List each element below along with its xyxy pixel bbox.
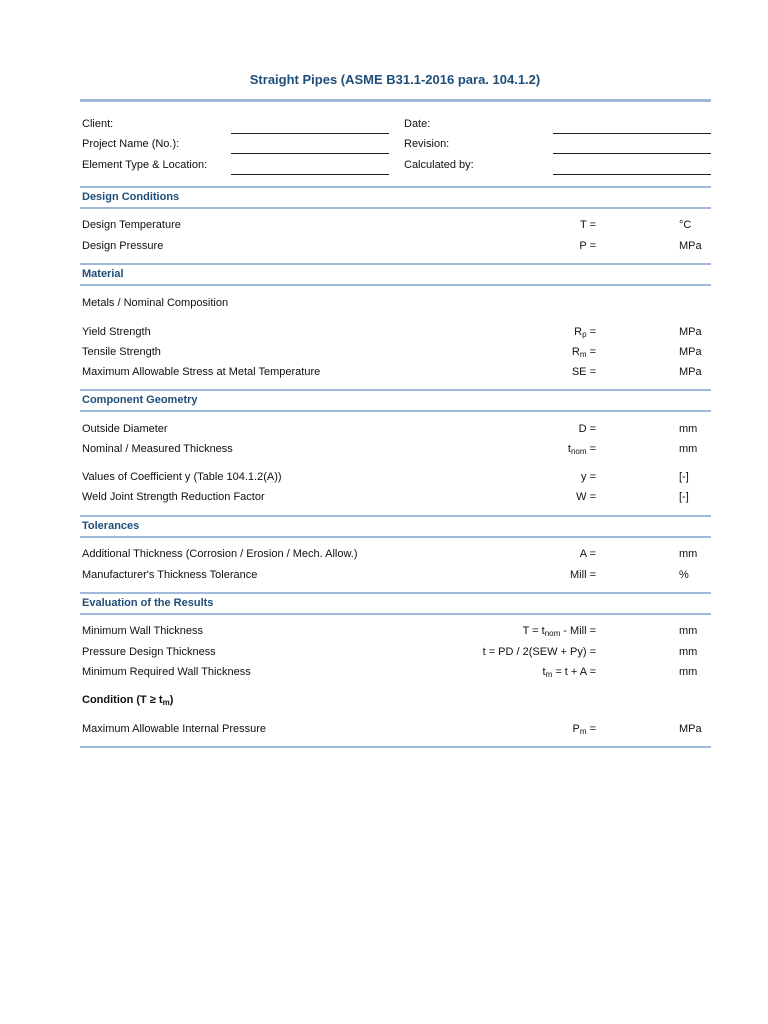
section-divider <box>80 410 711 412</box>
row-label: Design Pressure <box>82 240 164 252</box>
symbol-tail: - Mill = <box>560 625 596 637</box>
row-symbol <box>572 345 596 359</box>
row-unit: MPa <box>679 240 702 252</box>
row-symbol <box>568 442 596 456</box>
nominal-thickness-row <box>82 442 710 456</box>
row-unit: % <box>679 569 689 581</box>
condition-subscript: m <box>162 698 170 707</box>
date-field[interactable] <box>553 133 711 134</box>
row-unit: mm <box>679 646 698 658</box>
section-divider <box>80 186 711 188</box>
additional-thickness-row <box>82 547 710 561</box>
row-symbol: y = <box>581 471 596 483</box>
document-title: Straight Pipes (ASME B31.1-2016 para. 104.1.2) <box>249 72 541 87</box>
bottom-divider <box>80 746 711 748</box>
row-unit: MPa <box>679 346 702 358</box>
minimum-required-thickness-row <box>82 665 710 679</box>
row-label: Weld Joint Strength Reduction Factor <box>82 491 265 503</box>
row-label: Values of Coefficient y (Table 104.1.2(A)) <box>82 471 282 483</box>
section-divider <box>80 515 711 517</box>
symbol-main: R <box>571 346 580 358</box>
row-symbol: D = <box>578 423 596 435</box>
title-divider <box>80 99 711 102</box>
row-unit: MPa <box>679 326 702 338</box>
section-divider <box>80 207 711 209</box>
symbol-tail: = t + A = <box>552 666 596 678</box>
row-unit: [-] <box>679 471 689 483</box>
project-row <box>82 137 710 151</box>
row-symbol: P = <box>579 240 596 252</box>
calculated-by-field[interactable] <box>553 174 711 175</box>
symbol-main: R <box>574 326 583 338</box>
condition-tail: ) <box>169 694 174 706</box>
row-symbol <box>573 722 597 736</box>
section-divider <box>80 592 711 594</box>
symbol-subscript: m <box>579 727 587 736</box>
section-divider <box>80 284 711 286</box>
row-label: Nominal / Measured Thickness <box>82 443 233 455</box>
row-symbol: SE = <box>571 366 596 378</box>
element-field[interactable] <box>231 174 389 175</box>
pressure-design-thickness-row <box>82 645 710 659</box>
condition-row <box>82 693 710 707</box>
design-pressure-row <box>82 239 710 253</box>
row-unit: MPa <box>679 723 702 735</box>
date-label: Date: <box>404 118 431 130</box>
row-label: Metals / Nominal Composition <box>82 297 229 309</box>
symbol-main: t <box>542 666 546 678</box>
symbol-subscript: m <box>579 350 587 359</box>
row-unit: mm <box>679 625 698 637</box>
row-label: Outside Diameter <box>82 423 168 435</box>
symbol-tail: = <box>586 326 596 338</box>
row-label: Tensile Strength <box>82 346 161 358</box>
section-divider <box>80 536 711 538</box>
row-symbol: W = <box>576 491 596 503</box>
row-label: Additional Thickness (Corrosion / Erosion / Mech. Allow.) <box>82 548 358 560</box>
symbol-tail: = <box>586 346 596 358</box>
element-row <box>82 158 710 172</box>
symbol-tail: = <box>586 443 596 455</box>
row-label: Minimum Wall Thickness <box>82 625 204 637</box>
section-evaluation-results: Evaluation of the Results <box>82 597 214 609</box>
revision-label: Revision: <box>404 138 450 150</box>
row-label: Minimum Required Wall Thickness <box>82 666 251 678</box>
tensile-strength-row <box>82 345 710 359</box>
row-unit: mm <box>679 423 698 435</box>
row-label: Pressure Design Thickness <box>82 646 216 658</box>
row-symbol <box>574 325 596 339</box>
symbol-main: T = t <box>522 625 545 637</box>
symbol-subscript: nom <box>544 629 561 638</box>
client-label: Client: <box>82 118 114 130</box>
symbol-main: t <box>567 443 571 455</box>
calculated-by-label: Calculated by: <box>404 159 474 171</box>
section-divider <box>80 613 711 615</box>
element-label: Element Type & Location: <box>82 159 208 171</box>
mill-tolerance-row <box>82 568 710 582</box>
symbol-subscript: nom <box>570 447 587 456</box>
section-component-geometry: Component Geometry <box>82 394 198 406</box>
section-design-conditions: Design Conditions <box>82 191 180 203</box>
allowable-stress-row <box>82 365 710 379</box>
metals-row <box>82 296 710 310</box>
row-symbol <box>543 665 596 679</box>
yield-strength-row <box>82 325 710 339</box>
client-row <box>82 117 710 131</box>
row-unit: mm <box>679 666 698 678</box>
row-label: Design Temperature <box>82 219 181 231</box>
row-unit: °C <box>679 219 692 231</box>
max-allowable-pressure-row <box>82 722 710 736</box>
design-temperature-row <box>82 218 710 232</box>
symbol-main: P <box>572 723 580 735</box>
row-symbol: T = <box>579 219 596 231</box>
row-label: Maximum Allowable Internal Pressure <box>82 723 267 735</box>
coefficient-y-row <box>82 470 710 484</box>
weld-joint-row <box>82 490 710 504</box>
project-field[interactable] <box>231 153 389 154</box>
section-divider <box>80 263 711 265</box>
project-label: Project Name (No.): <box>82 138 180 150</box>
client-field[interactable] <box>231 133 389 134</box>
row-unit: mm <box>679 548 698 560</box>
section-material: Material <box>82 268 124 280</box>
row-label: Manufacturer's Thickness Tolerance <box>82 569 258 581</box>
section-divider <box>80 389 711 391</box>
revision-field[interactable] <box>553 153 711 154</box>
condition-label <box>82 693 173 707</box>
row-label: Maximum Allowable Stress at Metal Temperature <box>82 366 321 378</box>
symbol-subscript: m <box>545 670 553 679</box>
section-tolerances: Tolerances <box>82 520 140 532</box>
row-label: Yield Strength <box>82 326 151 338</box>
row-symbol <box>523 624 596 638</box>
symbol-tail: = <box>586 723 596 735</box>
row-unit: [-] <box>679 491 689 503</box>
condition-main: Condition (T ≥ t <box>82 694 163 706</box>
row-symbol: t = PD / 2(SEW + Py) = <box>482 646 596 658</box>
outside-diameter-row <box>82 422 710 436</box>
row-symbol: A = <box>579 548 596 560</box>
row-unit: mm <box>679 443 698 455</box>
row-symbol: Mill = <box>570 569 596 581</box>
row-unit: MPa <box>679 366 702 378</box>
symbol-subscript: p <box>582 330 587 339</box>
minimum-wall-thickness-row <box>82 624 710 638</box>
